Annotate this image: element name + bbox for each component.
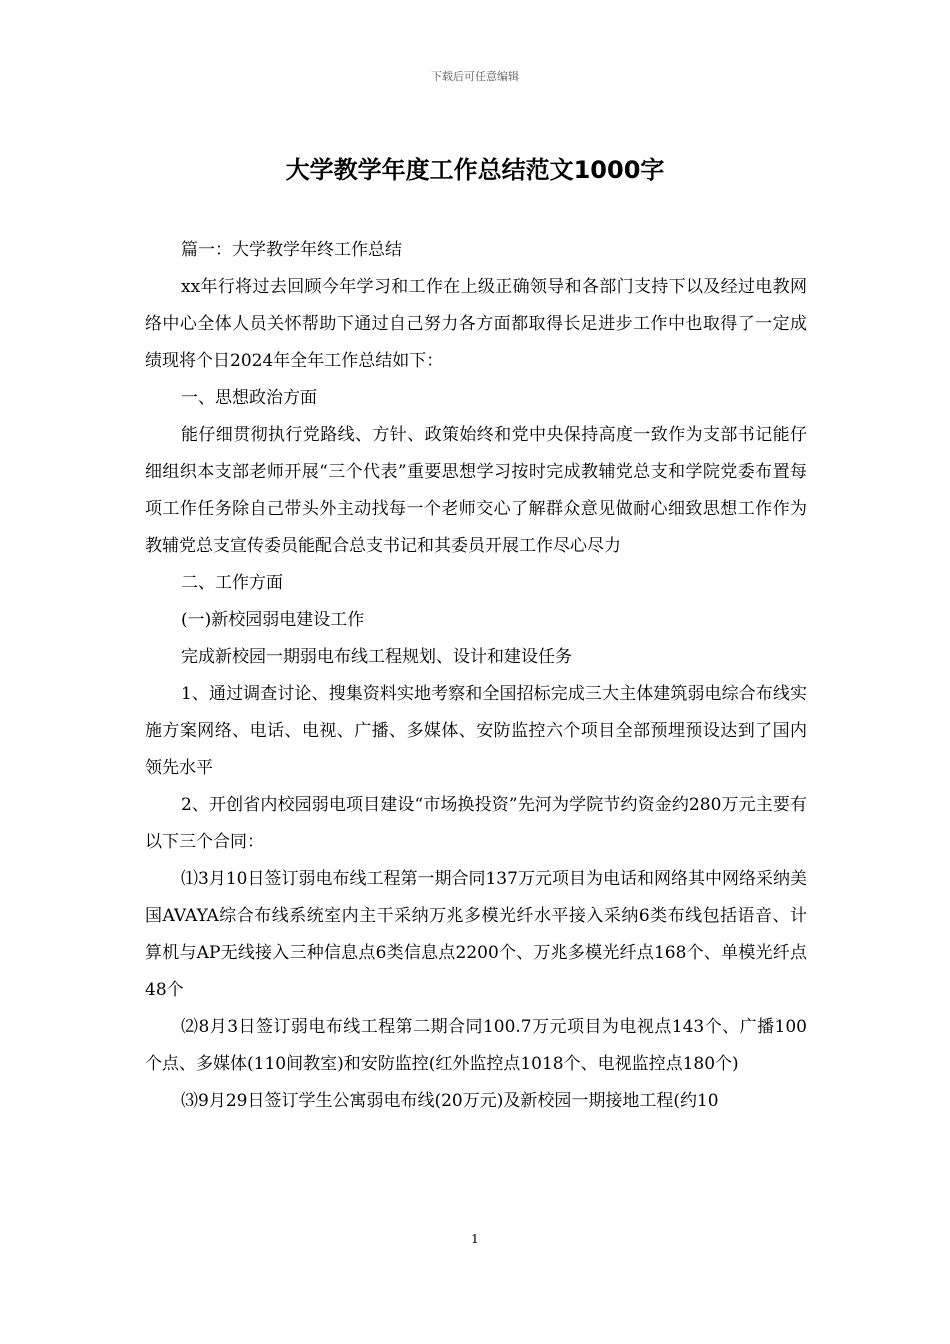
paragraph-campus-summary: 完成新校园一期弱电布线工程规划、设计和建设任务 <box>181 647 572 667</box>
paragraph-contract-3: ⑶9月29日签订学生公寓弱电布线(20万元)及新校园一期接地工程(约10 <box>181 1091 719 1111</box>
paragraph-item-2: 2、开创省内校园弱电项目建设“市场换投资”先河为学院节约资金约280万元主要有以下三个合同： <box>145 795 807 852</box>
paragraph-political: 能仔细贯彻执行党路线、方针、政策始终和党中央保持高度一致作为支部书记能仔细组织本支部老师开展“三个代表”重要思想学习按时完成教辅党总支和学院党委布置每项工作任务除自己带头外主动找每一个老师交心了解群众意见做耐心细致思想工作作为教辅党总支宣传委员能配合总支书记和其委员开展工作尽心尽力 <box>145 425 807 556</box>
paragraph-section-heading: 篇一：大学教学年终工作总结 <box>181 240 402 260</box>
paragraph-contract-2: ⑵8月3日签订弱电布线工程第二期合同100.7万元项目为电视点143个、广播100个点、多媒体(110间教室)和安防监控(红外监控点1018个、电视监控点180个) <box>145 1017 807 1074</box>
paragraph-subheading-campus: (一)新校园弱电建设工作 <box>181 610 365 630</box>
header-note: 下载后可任意编辑 <box>431 70 519 83</box>
paragraph-heading-political: 一、思想政治方面 <box>181 388 317 408</box>
paragraph-heading-work: 二、工作方面 <box>181 573 283 593</box>
document-title: 大学教学年度工作总结范文1000字 <box>285 156 665 184</box>
page-number: 1 <box>471 1232 479 1246</box>
document-body <box>145 232 807 1120</box>
paragraph-intro: xx年行将过去回顾今年学习和工作在上级正确领导和各部门支持下以及经过电教网络中心全体人员关怀帮助下通过自己努力各方面都取得长足进步工作中也取得了一定成绩现将个日2024年全年工作总结如下： <box>145 277 807 371</box>
paragraph-contract-1: ⑴3月10日签订弱电布线工程第一期合同137万元项目为电话和网络其中网络采纳美国AVAYA综合布线系统室内主干采纳万兆多模光纤水平接入采纳6类布线包括语音、计算机与AP无线接入三种信息点6类信息点2200个、万兆多模光纤点168个、单模光纤点48个 <box>145 869 807 1000</box>
paragraph-item-1: 1、通过调查讨论、搜集资料实地考察和全国招标完成三大主体建筑弱电综合布线实施方案网络、电话、电视、广播、多媒体、安防监控六个项目全部预埋预设达到了国内领先水平 <box>145 684 807 778</box>
